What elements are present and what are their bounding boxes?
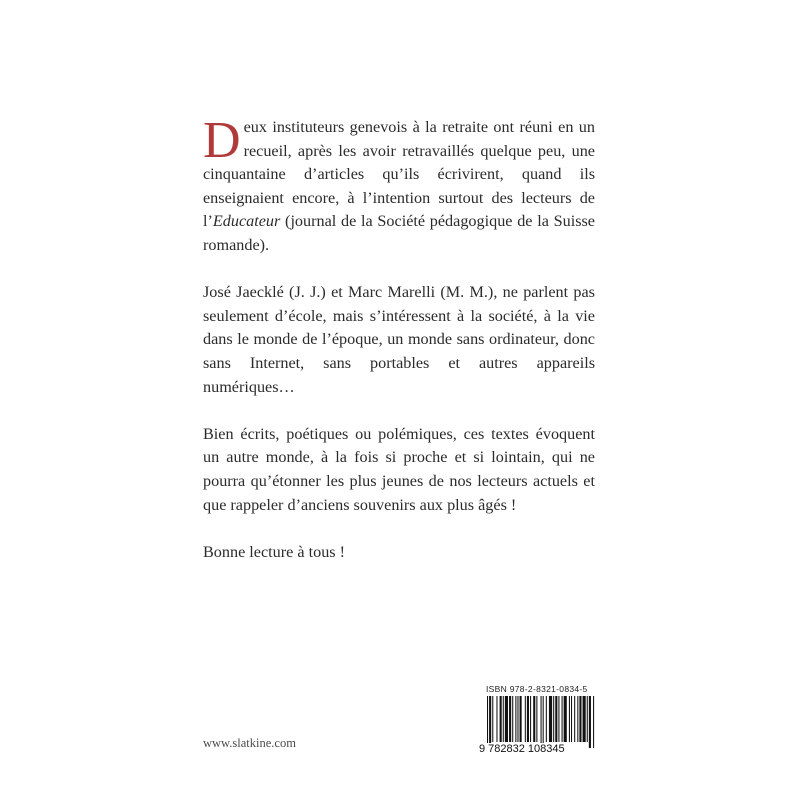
journal-title: Educateur <box>212 212 281 231</box>
isbn-label: ISBN 978-2-8321-0834-5 <box>486 684 588 694</box>
isbn-barcode-block <box>479 684 597 758</box>
paragraph-2: José Jaecklé (J. J.) et Marc Marelli (M. M.), ne parlent pas seulement d’école, mais s’intéressent à la société, à la vie dans le monde de l’époque, un monde sans ordinateur, donc sans Internet, sans portables et autres appareils numériques… <box>203 283 595 396</box>
paragraph-4: Bonne lecture à tous ! <box>203 542 346 561</box>
back-cover-blurb <box>203 112 595 588</box>
barcode-icon <box>485 696 595 748</box>
barcode-digits: 9 782832 108345 <box>479 743 565 755</box>
paragraph-1 <box>203 112 595 258</box>
paragraph-3: Bien écrits, poétiques ou polémiques, ces textes évoquent un autre monde, à la fois si proche et si lointain, qui ne pourra qu’étonner les plus jeunes de nos lecteurs actuels et que rappeler d’anciens souvenirs aux plus âgés ! <box>203 424 595 514</box>
drop-cap: D <box>203 112 241 169</box>
paragraph-1-tail: (journal de la Société pédagogique de la Suisse romande). <box>203 212 595 254</box>
publisher-website: www.slatkine.com <box>203 736 296 750</box>
paragraph-1-text: eux instituteurs genevois à la retraite ont réuni en un recueil, après les avoir retravaillés quelque peu, une cinquantaine d’articles qu’ils écrivirent, quand ils enseignaient encore, à l’intention surtout des lecteurs de l’ <box>203 118 595 231</box>
